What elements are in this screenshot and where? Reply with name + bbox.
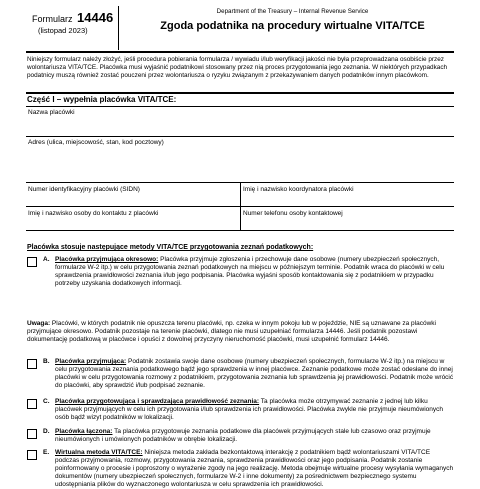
form-title: Zgoda podatnika na procedury wirtualne VITA/TCE <box>160 20 425 32</box>
site-name-label: Nazwa placówki <box>28 109 75 116</box>
method-a-checkbox[interactable] <box>27 257 37 267</box>
method-e-description: Niniejsza metoda zakłada bezkontaktową interakcję z podatnikiem bądź wolontariuszami VITA/TCE podczas przyjmowania, rozmowy, przygotowania zeznania, sprawdzenia prawidłowości oraz jego podpisania. Podatnik zostanie poinformowany o procesie i poproszony o wyrażenie zgody na jego realizację. Metoda obejmuje wirtualne procesy wysyłania wymaganych dokumentów (numery ubezpieczeń społecznych, formularze W-2 i inne dokumenty) za pośrednictwem bezpiecznego systemu udostępniania plików do wyznaczonego wolontariusza w celu sprawdzenia ich prawidłowości. <box>55 449 454 489</box>
coordinator-label: Imię i nazwisko koordynatora placówki <box>243 186 354 193</box>
contact-name-label: Imię i nazwisko osoby do kontaktu z placówki <box>28 210 159 217</box>
intro-rule <box>26 92 454 94</box>
form-prefix: Formularz <box>32 14 73 24</box>
header-rule <box>26 51 454 53</box>
intro-text: Niniejszy formularz należy złożyć, jeśli procedura pobierania formularza / wywiadu i/lub weryfikacji jakości nie była przeprowadzana osobiście przez wolontariusza VITA/TCE. Placówka musi wyjaśnić podatnikowi stosowany przez nią proces przygotowania jego zeznania. W niektórych przypadkach podatnicy muszą również zostać pouczeni przez wolontariusza o ryzyku związanym z przekazywaniem danych podatników innym placówkom. <box>27 56 448 80</box>
method-e-text <box>55 449 455 489</box>
method-b-text <box>55 358 455 390</box>
form-header <box>26 6 454 51</box>
part1-title: Część I – wypełnia placówka VITA/TCE: <box>27 95 177 104</box>
method-a-description: Placówka przyjmuje zgłoszenia i przechowuje dane osobowe (numery ubezpieczeń społecznych, formularze W-2 itp.) w celu przygotowania zeznań podatkowych na miejscu w późniejszym terminie. Podatnik wraca do placówki w celu sprawdzenia prawidłowości zeznania i/lub jego podpisania. Placówka wyjaśni sposób kontaktowania się z podatnikiem w przypadku potrzeby uzyskania dodatkowych informacji. <box>55 256 445 288</box>
method-b-description: Podatnik zostawia swoje dane osobowe (numery ubezpieczeń społecznych, formularze W-2 itp.) na miejscu w celu przygotowania zeznania podatkowego bądź jego sprawdzenia w innej placówce. Zeznanie podatkowe może zostać odesłane do innej placówki w celu przygotowania rozmowy z podatnikiem, przygotowania zeznania lub sprawdzenia jej prawidłowości. Podatnik może wrócić do placówki, aby sprawdzić i/lub podpisać zeznanie. <box>55 358 454 390</box>
method-e-name: Wirtualna metoda VITA/TCE: <box>55 449 143 456</box>
method-b-letter: B. <box>43 358 50 365</box>
method-c-checkbox[interactable] <box>27 399 37 409</box>
sidn-label: Numer identyfikacyjny placówki (SIDN) <box>28 186 140 193</box>
method-d-text <box>55 428 455 444</box>
note-label: Uwaga: <box>27 320 51 327</box>
method-a-name: Placówka przyjmująca okresowo: <box>55 256 159 263</box>
method-b-name: Placówka przyjmująca: <box>55 358 127 365</box>
method-e-letter: E. <box>43 449 50 456</box>
note-text: Placówki, w których podatnik nie opuszcza terenu placówki, np. czeka w innym pokoju lub w pojeździe, NIE są uznawane za placówki przyjmujące okresowo. Podatnik pozostaje na terenie placówki, dlatego nie musi uzupełniać formularza 14446. Jeśli podatnik pozostawi dokumentację podatkową w placówce i opuści z dowolnej przyczyny nieruchomość placówki, musi uzupełnić formularz 14446. <box>27 320 436 344</box>
method-d-letter: D. <box>43 428 50 435</box>
contact-field[interactable] <box>26 230 454 231</box>
method-c-name: Placówka przygotowująca i sprawdzająca prawidłowość zeznania: <box>55 398 260 405</box>
contact-phone-label: Numer telefonu osoby kontaktowej <box>243 210 343 217</box>
form-number: 14446 <box>77 10 114 25</box>
method-d-name: Placówka łączona: <box>55 428 113 435</box>
method-c-description: Ta placówka może otrzymywać zeznanie z jednej lub kilku placówek przyjmujących w celu ich przygotowania i/lub sprawdzenia ich prawidłowości. Placówka zwykle nie przyjmuje nieumówionych osób bądź wizyt podatników w lokalizacji. <box>55 398 444 422</box>
site-name-field[interactable] <box>26 136 454 137</box>
part1-rule <box>26 106 454 107</box>
method-a-letter: A. <box>43 256 50 263</box>
method-b-checkbox[interactable] <box>27 359 37 369</box>
method-e-checkbox[interactable] <box>27 450 37 460</box>
method-d-checkbox[interactable] <box>27 429 37 439</box>
methods-heading: Placówka stosuje następujące metody VITA/TCE przygotowania zeznań podatkowych: <box>27 244 314 251</box>
sidn-field[interactable] <box>26 206 454 207</box>
address-label: Adres (ulica, miejscowość, stan, kod pocztowy) <box>28 139 164 146</box>
form-number-line <box>32 10 113 25</box>
method-d-description: Ta placówka przygotowuje zeznania podatkowe dla placówek przyjmujących stale lub czasowo oraz przyjmuje nieumówionych i umówionych podatników w obrębie lokalizacji. <box>55 428 431 444</box>
department-name: Department of the Treasury – Internal Revenue Service <box>216 8 369 15</box>
note-paragraph <box>27 320 455 344</box>
method-c-letter: C. <box>43 398 50 405</box>
method-a-text <box>55 256 455 288</box>
form-date: (listopad 2023) <box>38 26 88 35</box>
method-c-text <box>55 398 455 422</box>
form-id-box <box>26 6 119 50</box>
